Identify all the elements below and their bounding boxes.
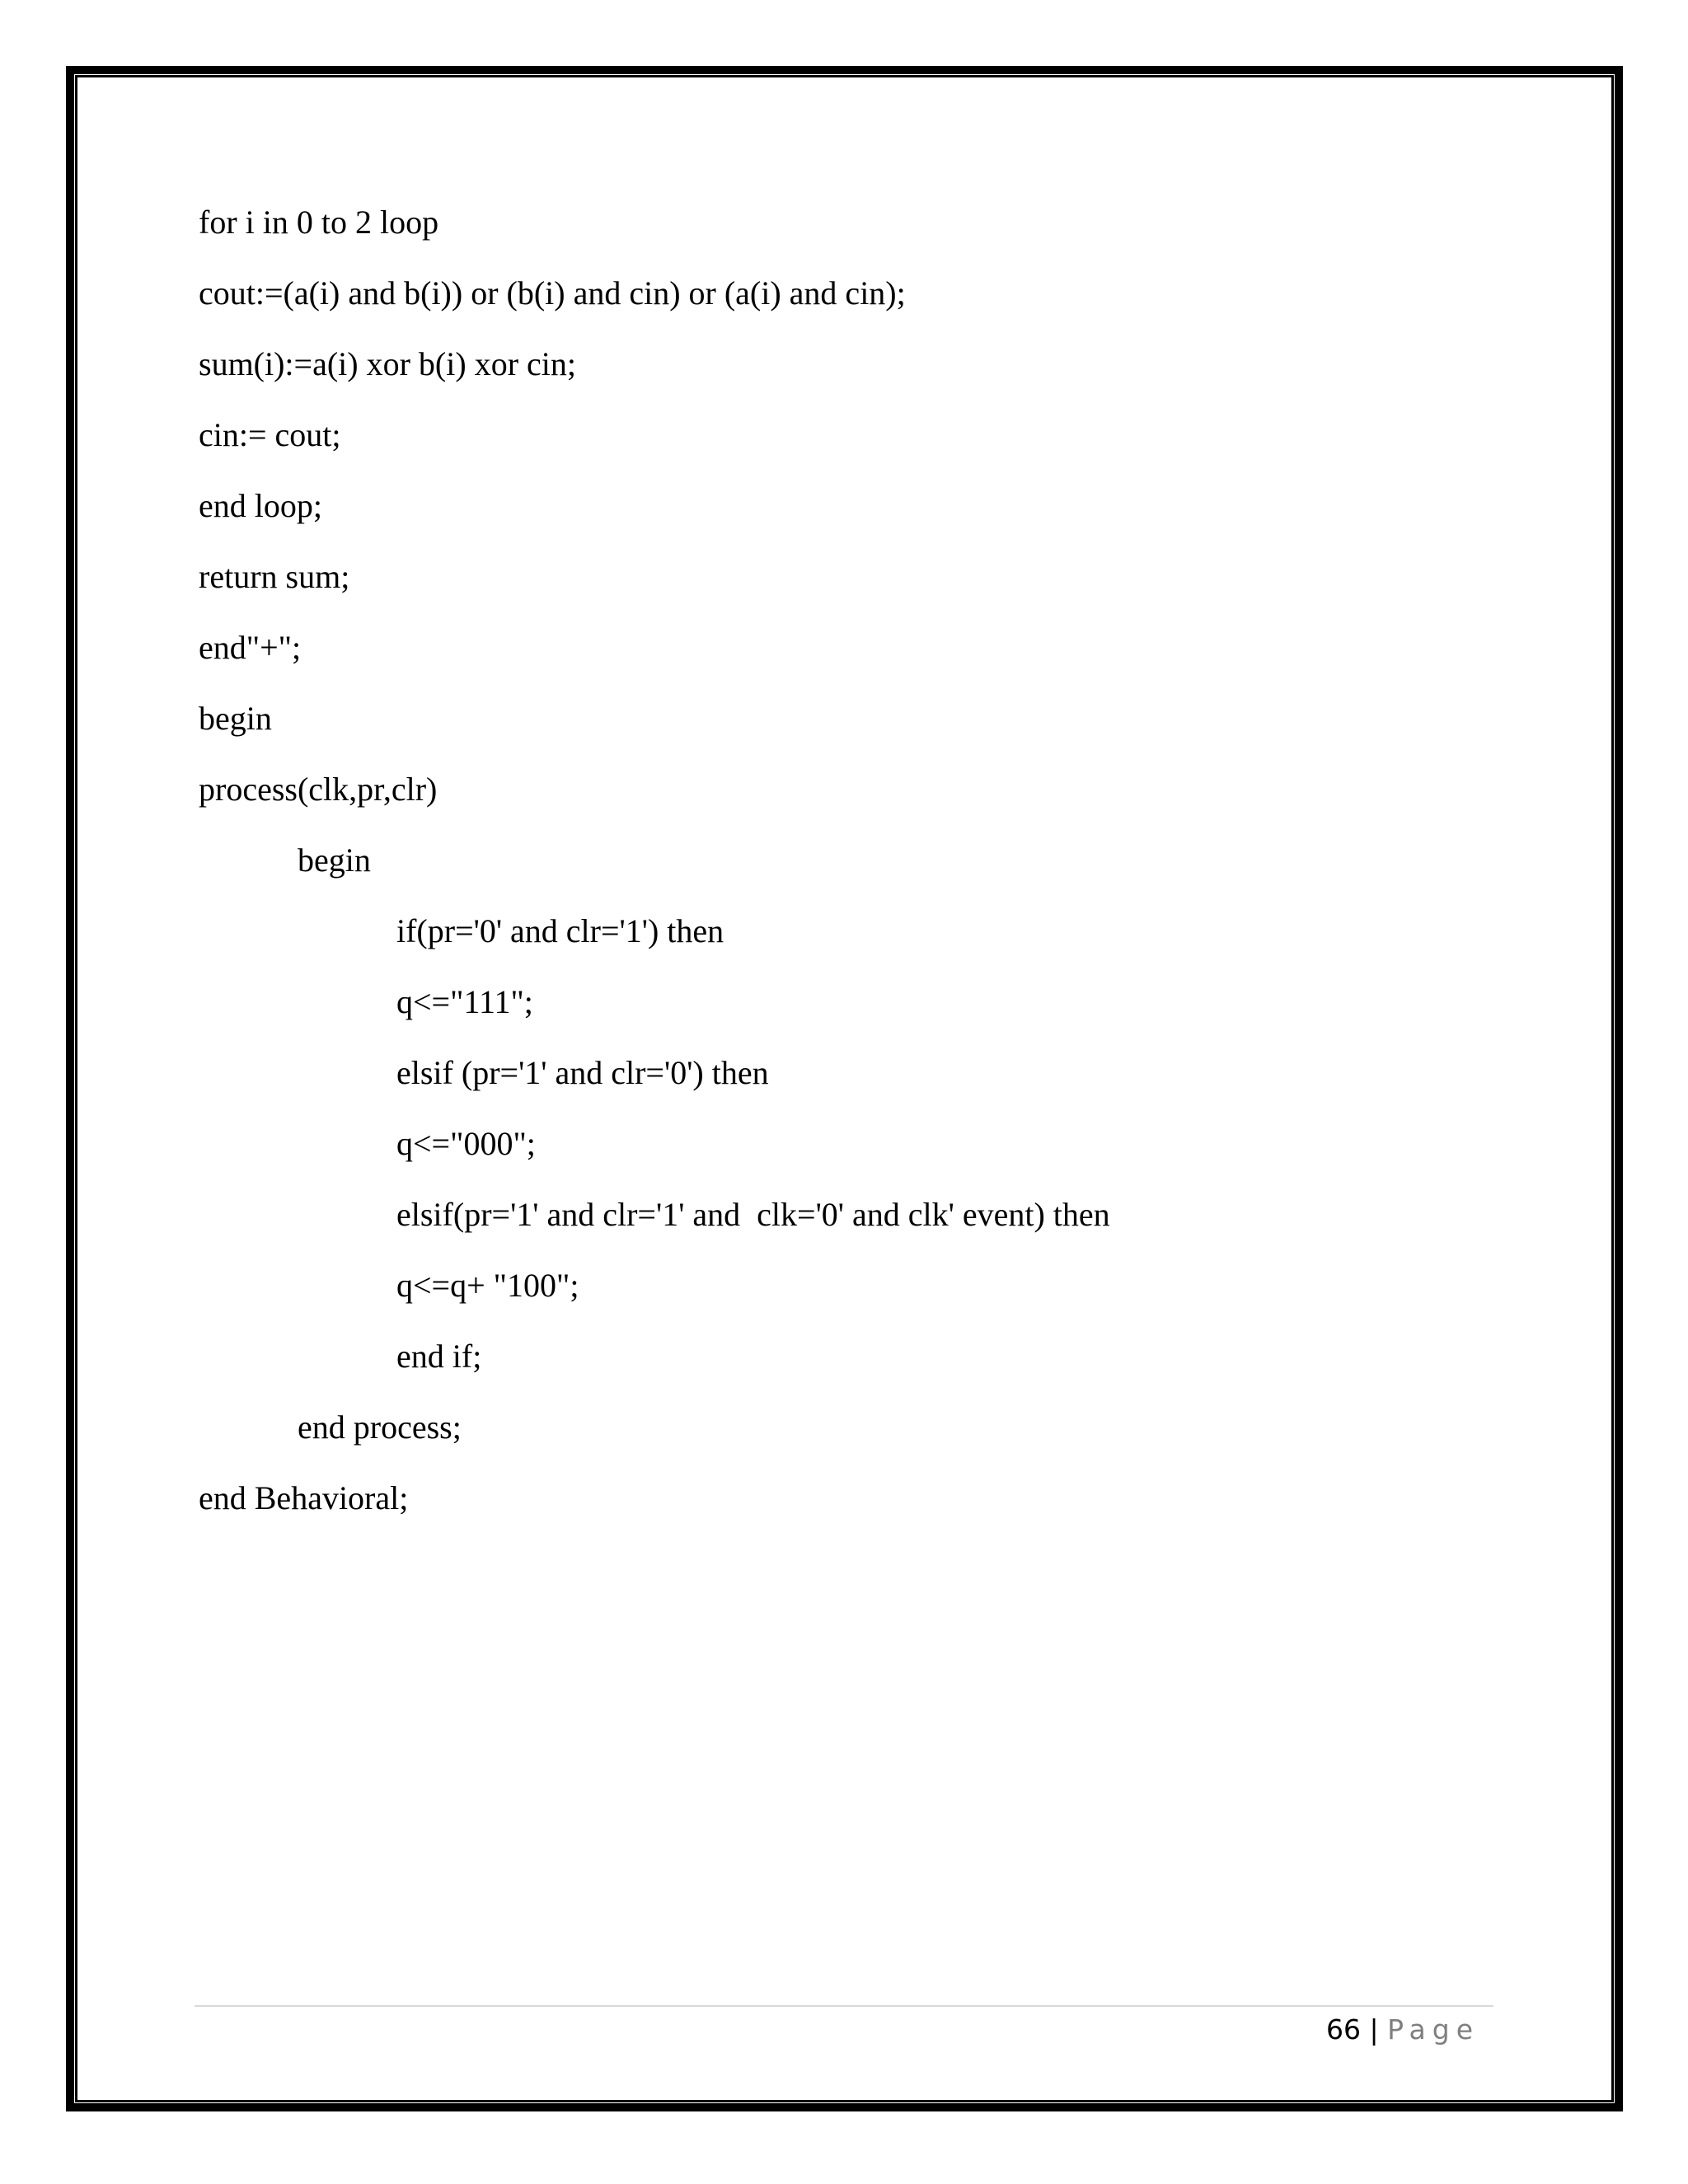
code-line: q<="000";: [396, 1125, 536, 1162]
code-line: end process;: [298, 1408, 462, 1446]
code-line: q<="111";: [396, 983, 533, 1020]
code-line: elsif(pr='1' and clr='1' and clk='0' and clk' event) then: [396, 1196, 1110, 1233]
code-line: if(pr='0' and clr='1') then: [396, 912, 724, 949]
code-line: end loop;: [199, 487, 322, 524]
code-line: end Behavioral;: [199, 1479, 409, 1516]
page-number: 66: [1326, 2013, 1361, 2046]
code-line: q<=q+ "100";: [396, 1267, 579, 1304]
footer-separator: |: [1361, 2013, 1388, 2046]
code-line: cout:=(a(i) and b(i)) or (b(i) and cin) or (a(i) and cin);: [199, 274, 906, 312]
code-line: end if;: [396, 1338, 482, 1375]
code-line: sum(i):=a(i) xor b(i) xor cin;: [199, 345, 576, 382]
footer-divider: [195, 2005, 1493, 2007]
page-word: Page: [1387, 2013, 1479, 2046]
code-line: begin: [298, 841, 371, 879]
page-footer: [1326, 2009, 1479, 2050]
code-line: cin:= cout;: [199, 416, 341, 453]
code-line: elsif (pr='1' and clr='0') then: [396, 1054, 769, 1091]
code-line: process(clk,pr,clr): [199, 771, 438, 808]
code-line: for i in 0 to 2 loop: [199, 204, 439, 241]
code-line: return sum;: [199, 558, 350, 595]
code-line: begin: [199, 700, 272, 737]
code-line: end"+";: [199, 629, 302, 666]
